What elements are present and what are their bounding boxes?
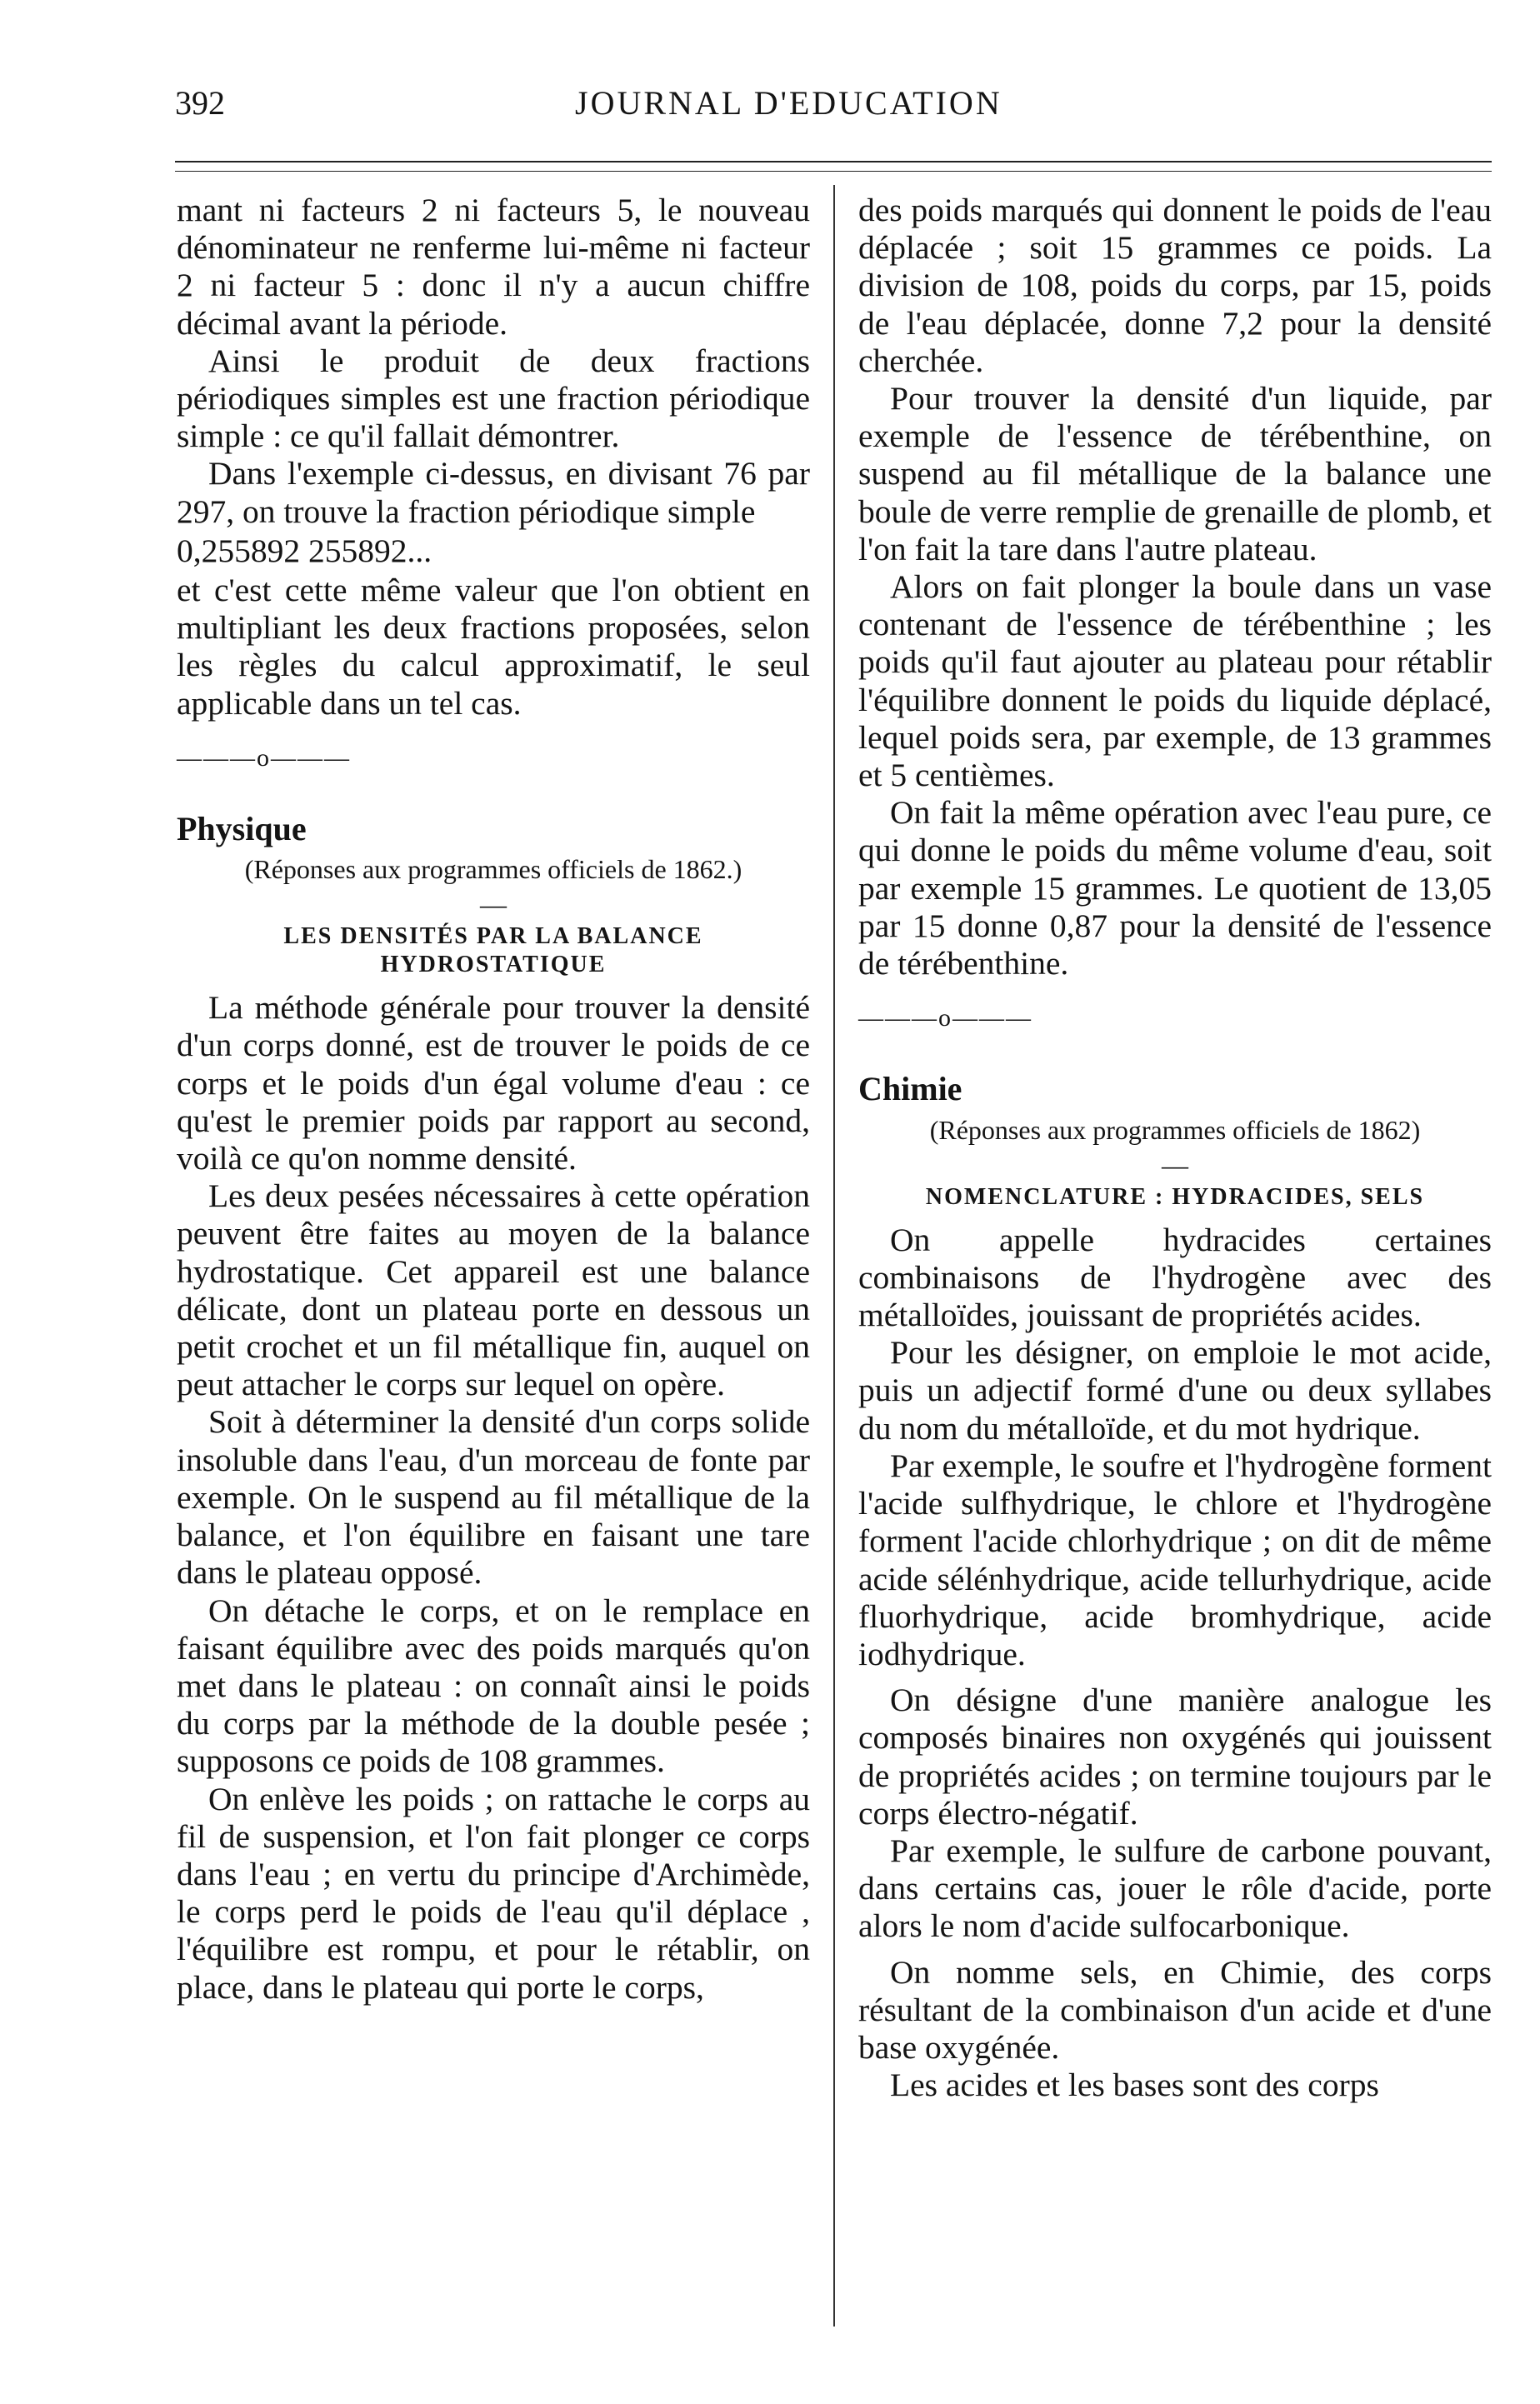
paragraph: On enlève les poids ; on rattache le corps au fil de suspension, et l'on fait plonger ce corps dans l'eau ; en vertu du principe d'Archimède, le corps perd le poids de l'eau qu'il déplace , l'équilibre est rompu, et pour le rétablir, on place, dans le plateau qui porte le corps, (177, 1780, 810, 2006)
separator-dash: — (1162, 1149, 1188, 1180)
paragraph: Pour trouver la densité d'un liquide, par exemple de l'essence de térébenthine, on suspend au fil métallique de la balance une boule de verre remplie de grenaille de plomb, et l'on fait la tare dans l'autre plateau. (858, 380, 1492, 567)
paragraph: Soit à déterminer la densité d'un corps solide insoluble dans l'eau, d'un morceau de fonte par exemple. On le suspend au fil métallique de la balance, et l'on équilibre en faisant une tare dans le plateau opposé. (177, 1403, 810, 1592)
paragraph: On appelle hydracides certaines combinaisons de l'hydrogène avec des métalloïdes, jouissant de propriétés acides. (858, 1221, 1492, 1334)
topic-heading: NOMENCLATURE : HYDRACIDES, SELS (925, 1183, 1425, 1210)
right-column (858, 192, 1492, 2104)
section-subtitle: (Réponses aux programmes officiels de 1862.) (244, 854, 742, 885)
header-rule (175, 161, 1492, 162)
paragraph: On fait la même opération avec l'eau pure, ce qui donne le poids du même volume d'eau, soit par exemple 15 grammes. Le quotient de 13,05 par 15 donne 0,87 pour la densité de l'essence de térébenthine. (858, 794, 1492, 982)
paragraph: On nomme sels, en Chimie, des corps résultant de la combinaison d'un acide et d'une base oxygénée. (858, 1953, 1492, 2066)
paragraph: Les deux pesées nécessaires à cette opération peuvent être faites au moyen de la balance hydrostatique. Cet appareil est une balance délicate, dont un plateau porte en dessous un petit crochet et un fil métallique fin, auquel on peut attacher le corps sur lequel on opère. (177, 1177, 810, 1403)
page-header (175, 83, 1492, 133)
paragraph: Les acides et les bases sont des corps (890, 2067, 1379, 2104)
paragraph: Alors on fait plonger la boule dans un vase contenant de l'essence de térébenthine ; les poids qu'il faut ajouter au plateau pour rétablir l'équilibre donnent le poids du liquide déplacé, lequel poids sera, par exemple, de 13 grammes et 5 centièmes. (858, 568, 1492, 794)
column-divider (833, 185, 835, 2327)
paragraph: Par exemple, le soufre et l'hydrogène forment l'acide sulfhydrique, le chlore et l'hydrogène forment l'acide chlorhydrique ; on dit de même acide sélénhydrique, acide tellurhydrique, acide fluorhydrique, acide bromhydrique, acide iodhydrique. (858, 1447, 1492, 1672)
running-title: JOURNAL D'EDUCATION (575, 84, 1002, 122)
paragraph: On désigne d'une manière analogue les composés binaires non oxygénés qui jouissent de propriétés acides ; on termine toujours par le corps électro-négatif. (858, 1682, 1492, 1832)
page-number: 392 (175, 84, 225, 122)
section-ornament: ———o——— (858, 1004, 1032, 1032)
paragraph: Par exemple, le sulfure de carbone pouvant, dans certains cas, jouer le rôle d'acide, porte alors le nom d'acide sulfocarbonique. (858, 1832, 1492, 1945)
paragraph: Ainsi le produit de deux fractions périodiques simples est une fraction périodique simple : ce qu'il fallait démontrer. (177, 342, 810, 455)
section-subtitle: (Réponses aux programmes officiels de 1862) (929, 1114, 1421, 1145)
periodic-fraction: 0,255892 255892... (177, 532, 432, 569)
paragraph: La méthode générale pour trouver la densité d'un corps donné, est de trouver le poids de ce corps et le poids d'un égal volume d'eau : ce qu'est le premier poids par rapport au second, voilà ce qu'on nomme densité. (177, 989, 810, 1177)
paragraph: Dans l'exemple ci-dessus, en divisant 76 par 297, on trouve la fraction périodique simple (177, 455, 810, 530)
paragraph: Pour les désigner, on emploie le mot acide, puis un adjectif formé d'une ou deux syllabes du nom du métalloïde, et du mot hydrique. (858, 1334, 1492, 1447)
section-ornament: ———o——— (177, 743, 351, 772)
left-column (177, 192, 810, 2007)
topic-heading: LES DENSITÉS PAR LA BALANCE HYDROSTATIQUE (283, 923, 703, 978)
paragraph: On détache le corps, et on le remplace en faisant équilibre avec des poids marqués qu'on met dans le plateau : on connaît ainsi le poids du corps par la méthode de la double pesée ; supposons ce poids de 108 grammes. (177, 1592, 810, 1780)
paragraph: des poids marqués qui donnent le poids de l'eau déplacée ; soit 15 grammes ce poids. La division de 108, poids du corps, par 15, poids de l'eau déplacée, donne 7,2 pour la densité cherchée. (858, 192, 1492, 379)
paragraph: mant ni facteurs 2 ni facteurs 5, le nouveau dénominateur ne renferme lui-même ni facteur 2 ni facteur 5 : donc il n'y a aucun chiffre décimal avant la période. (177, 192, 810, 342)
separator-dash: — (480, 889, 507, 920)
section-title-chimie: Chimie (858, 1070, 962, 1108)
section-title-physique: Physique (177, 810, 307, 848)
header-rule-thin (175, 171, 1492, 172)
paragraph: et c'est cette même valeur que l'on obtient en multipliant les deux fractions proposées, selon les règles du calcul approximatif, le seul applicable dans un tel cas. (177, 572, 810, 722)
